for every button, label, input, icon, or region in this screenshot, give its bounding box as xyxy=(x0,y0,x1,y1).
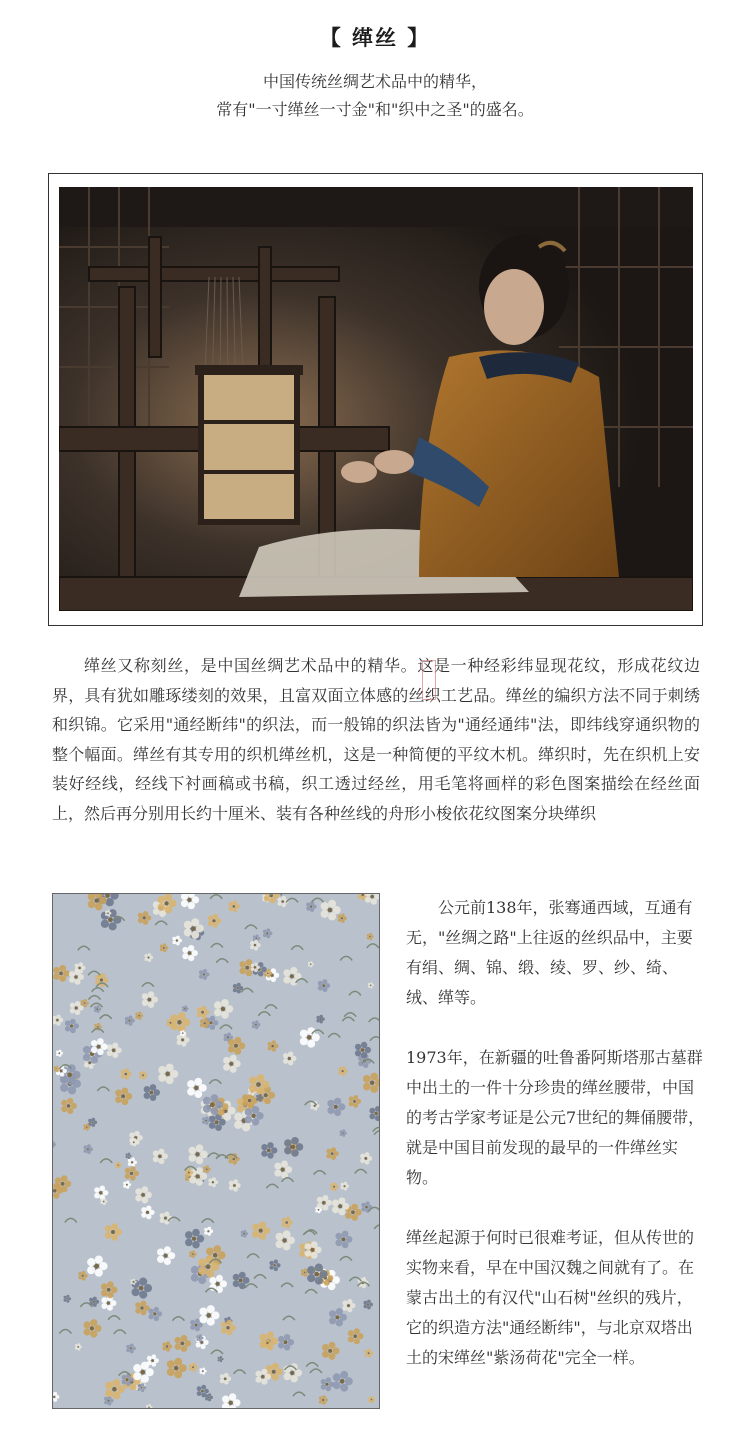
flower-motif xyxy=(326,1147,338,1160)
leaf-stroke xyxy=(328,1034,340,1038)
leaf-stroke xyxy=(211,1350,223,1354)
flower-motif xyxy=(349,1095,362,1108)
flower-motif xyxy=(241,1230,248,1238)
flower-motif xyxy=(209,1275,227,1293)
flower-motif xyxy=(197,1006,210,1019)
side-text xyxy=(406,893,706,1403)
flower-motif xyxy=(252,1020,261,1029)
flower-motif xyxy=(199,969,210,980)
leaf-stroke xyxy=(369,1018,379,1022)
flower-motif xyxy=(65,1019,79,1033)
flower-motif xyxy=(276,1230,295,1250)
flower-motif xyxy=(189,1363,198,1372)
leaf-stroke xyxy=(220,1025,232,1029)
flower-motif xyxy=(261,1142,277,1159)
leaf-stroke xyxy=(303,1231,315,1235)
flower-motif xyxy=(64,1295,72,1303)
side-paragraph-3: 缂丝起源于何时已很难考证，但从传世的实物来看，早在中国汉魏之间就有了。在蒙古出土的有汉代"山石树"丝织的残片，它的织造方法"通经断纬"，与北京双塔出土的宋缂丝"紫汤荷花"完全一样。 xyxy=(406,1228,695,1367)
leaf-stroke xyxy=(100,1159,112,1163)
flower-motif xyxy=(189,1144,208,1164)
flower-motif xyxy=(105,1223,122,1241)
photo-frame xyxy=(48,173,703,626)
leaf-stroke xyxy=(374,1225,379,1229)
leaf-stroke xyxy=(88,971,100,975)
flower-motif xyxy=(141,1206,154,1220)
flower-motif xyxy=(84,1144,93,1154)
flower-motif xyxy=(321,1377,335,1391)
flower-motif xyxy=(222,1393,241,1408)
flower-motif xyxy=(368,1396,375,1403)
leaf-stroke xyxy=(310,1369,322,1373)
flower-motif xyxy=(348,1328,364,1344)
floral-pattern xyxy=(53,894,379,1408)
flower-motif xyxy=(340,1129,347,1137)
flower-motif xyxy=(53,1141,56,1147)
flower-motif xyxy=(204,1227,213,1236)
flower-motif xyxy=(316,1015,324,1024)
watermark-seal xyxy=(422,660,436,700)
flower-motif xyxy=(342,1299,355,1312)
flower-motif xyxy=(283,967,301,986)
leaf-stroke xyxy=(265,1005,277,1009)
leaf-stroke xyxy=(210,895,222,899)
flower-motif xyxy=(367,933,374,940)
weaver-illustration xyxy=(59,187,693,611)
leaf-stroke xyxy=(293,1392,305,1396)
flower-motif xyxy=(182,1005,189,1012)
flower-motif xyxy=(101,909,122,930)
flower-motif xyxy=(278,1334,294,1351)
flower-motif xyxy=(223,1055,241,1073)
main-paragraph-text: 缂丝又称刻丝，是中国丝绸艺术品中的精华。这是一种经彩纬显现花纹，形成花纹边界，具有犹如雕琢缕刻的效果，且富双面立体感的丝织工艺品。缂丝的编织方法不同于刺绣和织锦。它采用"通经断纬"的织法，而一般锦的织法皆为"通经通纬"法，即纬线穿通织物的整个幅面。缂丝有其专用的织机缂丝机，这是一种简便的平纹木机。缂织时，先在织机上安装好经线，经线下衬画稿或书稿，织工透过经丝，用毛笔将画样的彩色图案描绘在经丝面上，然后再分别用长约十厘米、装有各种丝线的舟形小梭依花纹图案分块缂织 xyxy=(52,656,700,823)
flower-motif xyxy=(157,1246,175,1265)
leaf-stroke xyxy=(209,1080,221,1084)
flower-motif xyxy=(125,1166,139,1181)
flower-motif xyxy=(200,1368,207,1375)
flower-motif xyxy=(355,1042,371,1059)
flower-motif xyxy=(318,979,330,992)
leaf-stroke xyxy=(78,946,90,950)
flower-motif xyxy=(78,1271,87,1281)
textile-image xyxy=(52,893,380,1409)
flower-motif xyxy=(338,914,347,923)
flower-motif xyxy=(319,1395,328,1404)
side-paragraph-2: 1973年，在新疆的吐鲁番阿斯塔那古墓群中出土的一件十分珍贵的缂丝腰带，中国的考古学家考证是公元7世纪的舞俑腰带，就是中国目前发现的最早的一件缂丝实物。 xyxy=(406,1048,705,1187)
flower-motif xyxy=(121,1068,132,1079)
leaf-stroke xyxy=(92,1029,104,1033)
flower-motif xyxy=(87,1256,108,1277)
leaf-stroke xyxy=(114,1330,126,1334)
flower-motif xyxy=(221,1320,236,1336)
flower-motif xyxy=(185,1229,204,1249)
flower-motif xyxy=(364,1300,374,1310)
flower-motif xyxy=(268,1040,279,1052)
leaf-stroke xyxy=(155,921,167,925)
leaf-stroke xyxy=(340,1257,352,1261)
flower-motif xyxy=(172,936,182,946)
subtitle-line-1: 中国传统丝绸艺术品中的精华， xyxy=(262,72,487,91)
leaf-stroke xyxy=(92,988,104,992)
flower-motif xyxy=(208,914,221,928)
leaf-stroke xyxy=(142,983,154,987)
flower-motif xyxy=(101,1281,118,1298)
flower-motif xyxy=(199,1305,219,1326)
flower-motif xyxy=(123,1181,131,1189)
flower-motif xyxy=(250,940,261,951)
flower-motif xyxy=(126,1344,136,1354)
flower-motif xyxy=(333,1371,353,1392)
leaf-stroke xyxy=(97,1087,109,1091)
flower-motif xyxy=(70,1001,84,1015)
flower-motif xyxy=(53,1392,59,1402)
flower-motif xyxy=(184,918,204,939)
leaf-stroke xyxy=(202,1219,214,1223)
leaf-stroke xyxy=(254,1275,266,1279)
flower-motif xyxy=(100,1198,107,1205)
flower-motif xyxy=(283,1052,297,1066)
flower-motif xyxy=(107,1043,122,1059)
leaf-stroke xyxy=(216,959,228,963)
flower-motif xyxy=(365,894,379,905)
flower-motif xyxy=(145,953,154,962)
flower-motif xyxy=(308,961,314,967)
flower-motif xyxy=(229,1179,241,1191)
leaf-stroke xyxy=(340,956,352,960)
flower-motif xyxy=(126,1153,132,1159)
subtitle-line-2: 常有"一寸缂丝一寸金"和"织中之圣"的盛名。 xyxy=(216,100,534,119)
leaf-stroke xyxy=(65,1218,77,1222)
leaf-stroke xyxy=(306,1363,318,1367)
leaf-stroke xyxy=(314,1171,326,1175)
leaf-stroke xyxy=(344,1013,356,1017)
flower-motif xyxy=(321,900,341,921)
flower-motif xyxy=(369,1106,379,1121)
leaf-stroke xyxy=(108,1316,120,1320)
leaf-stroke xyxy=(342,1017,354,1021)
leaf-stroke xyxy=(374,1131,379,1135)
side-paragraph-1: 公元前138年，张骞通西域，互通有无，"丝绸之路"上往返的丝织品中，主要有绢、绸、锦、缎、绫、罗、纱、绮、绒、缂等。 xyxy=(406,898,693,1007)
page-title: 【 缂丝 】 xyxy=(319,25,431,50)
flower-motif xyxy=(135,1301,150,1316)
flower-motif xyxy=(228,901,240,913)
leaf-stroke xyxy=(59,1330,71,1334)
leaf-stroke xyxy=(312,898,324,902)
flower-motif xyxy=(182,945,198,961)
flower-motif xyxy=(274,1161,292,1179)
flower-motif xyxy=(360,1152,372,1164)
leaf-stroke xyxy=(258,1012,270,1016)
leaf-stroke xyxy=(211,944,223,948)
leaf-stroke xyxy=(172,1317,184,1321)
flower-motif xyxy=(138,911,152,925)
flower-motif xyxy=(361,1201,372,1212)
flower-motif xyxy=(146,1404,152,1408)
flower-motif xyxy=(332,1197,349,1215)
flower-motif xyxy=(148,1307,162,1321)
flower-motif xyxy=(214,999,233,1019)
flower-motif xyxy=(338,1066,348,1076)
leaf-stroke xyxy=(245,925,257,929)
flower-motif xyxy=(335,1231,352,1249)
flower-motif xyxy=(329,1308,347,1327)
flower-motif xyxy=(84,1319,102,1338)
page-subtitle xyxy=(0,68,750,124)
flower-motif xyxy=(322,1342,340,1360)
flower-motif xyxy=(56,1050,63,1057)
flower-motif xyxy=(205,1393,213,1401)
flower-motif xyxy=(88,1118,97,1127)
flower-motif xyxy=(330,1182,338,1191)
flower-motif xyxy=(135,1186,152,1203)
flower-motif xyxy=(208,1177,218,1187)
leaf-stroke xyxy=(283,1316,295,1320)
flower-motif xyxy=(135,1012,143,1020)
leaf-stroke xyxy=(245,1284,257,1288)
flower-motif xyxy=(327,1098,345,1117)
flower-motif xyxy=(160,943,169,952)
leaf-stroke xyxy=(370,1037,379,1041)
flower-motif xyxy=(263,928,273,938)
flower-motif xyxy=(104,1396,114,1406)
flower-motif xyxy=(158,894,177,913)
leaf-stroke xyxy=(266,1184,278,1188)
flower-motif xyxy=(363,1073,379,1093)
flower-motif xyxy=(61,1098,77,1114)
leaf-stroke xyxy=(367,944,379,948)
flower-motif xyxy=(115,1088,132,1106)
flower-motif xyxy=(187,1078,207,1098)
flower-motif xyxy=(75,1343,82,1350)
flower-motif xyxy=(189,1250,196,1258)
flower-motif xyxy=(125,1016,135,1026)
flower-motif xyxy=(228,1037,245,1055)
flower-motif xyxy=(115,1162,121,1169)
flower-motif xyxy=(306,901,316,912)
flower-motif xyxy=(94,1005,101,1013)
main-paragraph xyxy=(52,651,700,828)
flower-motif xyxy=(175,1335,192,1352)
weaver-photo xyxy=(59,187,693,611)
leaf-stroke xyxy=(247,1254,259,1258)
flower-motif xyxy=(53,1015,63,1026)
flower-motif xyxy=(94,1186,108,1201)
flower-motif xyxy=(153,1149,168,1165)
flower-motif xyxy=(281,1217,292,1229)
flower-motif xyxy=(218,1356,224,1362)
flower-motif xyxy=(139,1071,147,1080)
leaf-stroke xyxy=(305,1290,317,1294)
flower-motif xyxy=(203,1165,210,1173)
leaf-stroke xyxy=(89,996,101,1000)
flower-motif xyxy=(365,1349,374,1358)
flower-motif xyxy=(53,965,69,982)
flower-motif xyxy=(158,1064,178,1085)
flower-motif xyxy=(162,1341,172,1351)
flower-motif xyxy=(142,991,158,1008)
leaf-stroke xyxy=(100,1015,112,1019)
flower-motif xyxy=(144,1084,160,1101)
flower-motif xyxy=(181,894,199,909)
leaf-stroke xyxy=(234,1370,246,1374)
leaf-stroke xyxy=(291,946,303,950)
flower-motif xyxy=(220,1373,231,1385)
flower-motif xyxy=(252,1221,270,1240)
flower-motif xyxy=(167,1358,187,1379)
leaf-stroke xyxy=(281,1283,293,1287)
flower-motif xyxy=(269,1260,280,1272)
leaf-stroke xyxy=(355,1169,367,1173)
flower-motif xyxy=(317,1195,332,1211)
leaf-stroke xyxy=(349,991,361,995)
flower-motif xyxy=(341,1182,349,1191)
flower-motif xyxy=(368,982,374,988)
